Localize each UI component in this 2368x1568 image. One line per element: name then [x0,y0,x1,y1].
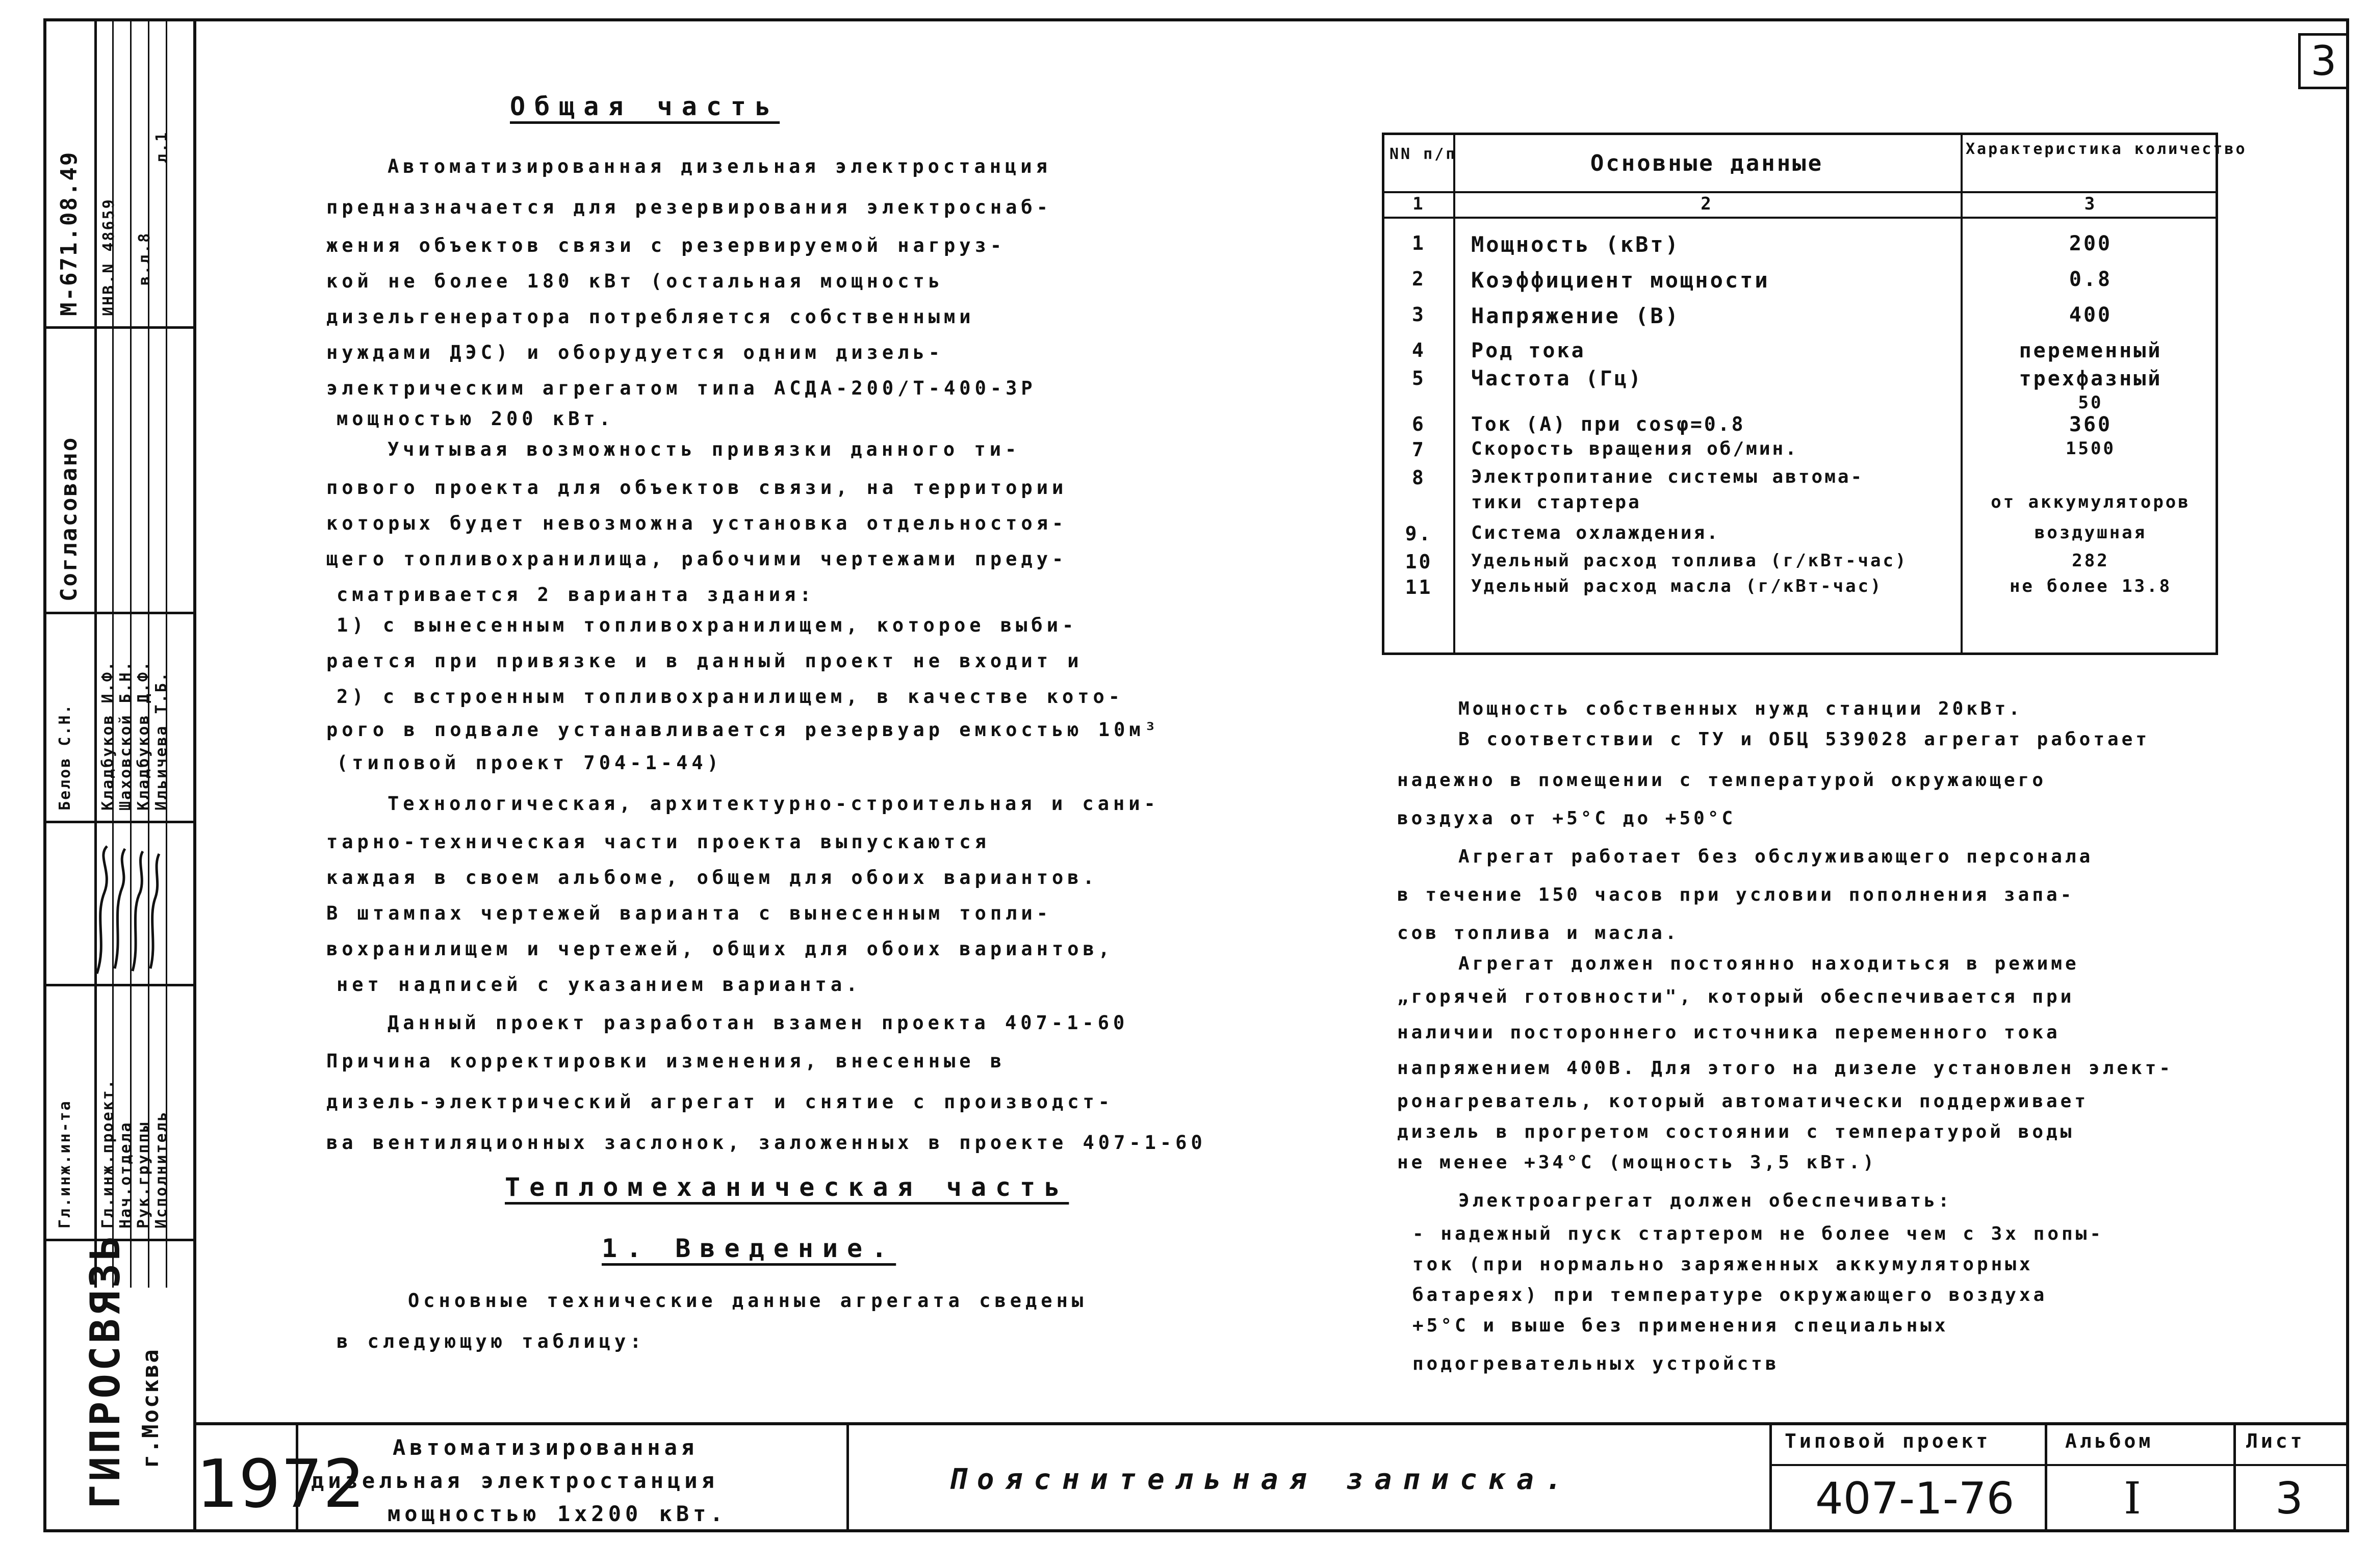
body-text-line: сматривается 2 варианта здания: [337,584,815,606]
table-cell: 2 [1412,268,1426,290]
body-text-line: 1) с вынесенным топливохранилищем, которое выби- [337,614,1078,636]
title-block-top-border [196,1422,2349,1425]
table-cell: Коэффициент мощности [1471,268,1770,293]
body-text-line: пового проекта для объектов связи, на территории [326,477,1068,499]
body-text-line: Учитывая возможность привязки данного ти- [388,438,1021,460]
table-index-cell: 3 [2084,194,2097,214]
table-cell: Частота (Гц) [1471,367,1643,390]
stamp-divider [43,326,196,329]
body-text-line: электрическим агрегатом типа АСДА-200/Т-400-3Р [326,377,1037,399]
title-block-divider [846,1422,849,1532]
stamp-divider [130,18,132,1288]
body-text-line: напряжением 400В. Для этого на дизеле установлен элект- [1397,1058,2174,1079]
stamp-role: Рук.группы [135,1121,152,1229]
table-cell: воздушная [2034,522,2147,543]
body-text-line: дизель в прогретом состоянии с температурой воды [1397,1121,2075,1142]
body-text-line: ва вентиляционных заслонок, заложенных в проекте 407-1-60 [326,1132,1206,1154]
stamp-divider [94,18,97,1288]
table-cell: Мощность (кВт) [1471,232,1681,257]
project-type-value: 407-1-76 [1815,1473,2015,1524]
stamp-divider [166,18,167,1288]
body-text-line: (типовой проект 704-1-44) [337,752,723,774]
stamp-code: М-671.08.49 [56,150,82,316]
body-text-line: вохранилищем и чертежей, общих для обоих вариантов, [326,938,1114,960]
stamp-divider [43,984,196,986]
body-text-line: подогревательных устройств [1412,1353,1780,1374]
intro-line: в следующую таблицу: [337,1330,646,1352]
intro-line: Основные технические данные агрегата сведены [408,1290,1088,1312]
body-text-line: в течение 150 часов при условии пополнения запа- [1397,884,2075,905]
title-block-divider [1769,1422,1772,1532]
table-cell: Электропитание системы автома- [1471,466,1864,487]
table-divider [1384,191,2216,193]
object-name-line: Автоматизированная [393,1435,699,1460]
body-text-line: +5°С и выше без применения специальных [1412,1315,1949,1336]
body-text-line: Агрегат должен постоянно находиться в режиме [1458,953,2079,974]
signatures [92,841,168,979]
body-text-line: нет надписей с указанием варианта. [337,974,862,996]
table-cell: 0.8 [2069,268,2113,291]
stamp-name: Кладбуков И.Ф. [99,660,117,811]
body-text-line: которых будет невозможна установка отдельностоя- [326,512,1068,534]
table-cell: Ток (А) при cosφ=0.8 [1471,413,1745,435]
stamp-sheet-ref: л.1 [153,130,171,163]
title-block-divider [1769,1464,2349,1466]
table-cell: 3 [1412,303,1426,326]
table-cell: 11 [1405,576,1433,598]
section-heading-intro: 1. Введение. [602,1234,896,1263]
section-heading-general: Общая часть [510,92,780,121]
body-text-line: дизельгенератора потребляется собственными [326,306,975,328]
body-text-line: рается при привязке и в данный проект не входит и [326,650,1083,672]
album-value: I [2124,1473,2141,1524]
album-label: Альбом [2065,1430,2154,1452]
body-text-line: ронагреватель, который автоматически поддерживает [1397,1091,2089,1112]
body-text-line: 2) с встроенным топливохранилищем, в качестве кото- [337,686,1124,708]
project-type-label: Типовой проект [1785,1430,1991,1452]
table-divider [1453,135,1455,652]
object-name-line: мощностью 1х200 кВт. [388,1501,727,1526]
table-cell: 282 [2072,551,2109,571]
spec-table [1382,133,2247,655]
table-cell: переменный [2019,339,2163,362]
table-cell: 9. [1405,522,1433,545]
object-name-line: дизельная электростанция [311,1468,718,1493]
body-text-line: щего топливохранилища, рабочими чертежами преду- [326,548,1068,570]
title-block-divider [2045,1422,2047,1532]
body-text-line: Причина корректировки изменения, внесенные в [326,1050,1006,1072]
body-text-line: Мощность собственных нужд станции 20кВт. [1458,698,2023,719]
table-header-cell: Основные данные [1590,150,1824,176]
stamp-name: Кладбуков Д.Ф. [135,660,152,811]
stamp-divider [43,612,196,614]
table-divider [1384,217,2216,219]
stamp-name: Ильичева Т.Б. [152,671,170,811]
table-index-cell: 2 [1701,194,1713,214]
table-cell: Система охлаждения. [1471,522,1720,543]
body-text-line: нуждами ДЭС) и оборудуется одним дизель- [326,342,944,363]
table-cell: 1500 [2066,438,2116,459]
sheet-label: Лист [2246,1430,2305,1452]
table-cell: 400 [2069,303,2113,327]
body-text-line: В соответствии с ТУ и ОБЦ 539028 агрегат работает [1458,729,2150,750]
body-text-line: - надежный пуск стартером не более чем с 3х попы- [1412,1223,2104,1244]
table-cell: 50 [2078,393,2103,413]
stamp-album-ref: в.л.8 [136,231,153,285]
sheet-value: 3 [2275,1473,2303,1524]
stamp-agreed: Согласовано [56,436,82,602]
title-block-divider [2233,1422,2236,1532]
stamp-role: Нач.отдела [117,1121,135,1229]
year: 1972 [196,1445,365,1523]
table-cell: тики стартера [1471,492,1641,513]
stamp-role: Гл.инж.проект. [99,1078,117,1229]
body-text-line: ток (при нормально заряженных аккумуляторных [1412,1254,2034,1275]
table-header-cell: Характеристика количество [1966,140,2247,158]
table-cell: 200 [2069,232,2113,255]
table-cell: 4 [1412,339,1426,361]
table-index-cell: 1 [1412,194,1425,214]
table-cell: Скорость вращения об/мин. [1471,438,1798,459]
body-text-line: наличии постороннего источника переменного тока [1397,1022,2061,1043]
table-cell: 360 [2069,413,2113,436]
body-text-line: тарно-техническая части проекта выпускаются [326,831,990,853]
body-text-line: Автоматизированная дизельная электростанция [388,155,1051,177]
stamp-organization: ГИПРОСВЯЗЬ [82,1233,129,1509]
stamp-divider [148,18,149,1288]
table-header-cell: NN п/п [1389,145,1457,163]
table-cell: 1 [1412,232,1426,254]
body-text-line: кой не более 180 кВт (остальная мощность [326,270,944,292]
stamp-city: г.Москва [138,1348,164,1468]
stamp-name: Белов С.Н. [56,703,74,811]
table-cell: 5 [1412,367,1426,389]
body-text-line: не менее +34°С (мощность 3,5 кВт.) [1397,1152,1877,1173]
body-text-line: жения объектов связи с резервируемой нагруз- [326,234,1006,256]
stamp-inventory: ИНВ.N 48659 [100,198,118,316]
table-cell: 10 [1405,551,1433,573]
body-text-line: Агрегат работает без обслуживающего персонала [1458,846,2094,867]
table-divider [1961,135,1963,652]
body-text-line: надежно в помещении с температурой окружающего [1397,770,2046,791]
body-text-line: дизель-электрический агрегат и снятие с производст- [326,1091,1114,1113]
body-text-line: сов топлива и масла. [1397,923,1680,944]
body-text-line: предназначается для резервирования электроснаб- [326,196,1052,218]
stamp-role: Гл.инж.ин-та [56,1100,74,1229]
table-cell: Род тока [1471,339,1586,362]
body-text-line: батареях) при температуре окружающего воздуха [1412,1285,2048,1305]
table-cell: Удельный расход масла (г/кВт-час) [1471,576,1883,596]
document-name: Пояснительная записка. [948,1463,1574,1496]
section-heading-heat: Тепломеханическая часть [505,1172,1069,1202]
table-cell: Напряжение (В) [1471,303,1681,328]
table-cell: 7 [1412,438,1426,461]
body-text-line: В штампах чертежей варианта с вынесенным топли- [326,902,1052,924]
table-cell: трехфазный [2019,367,2163,390]
body-text-line: воздуха от +5°С до +50°С [1397,808,1736,829]
body-text-line: Технологическая, архитектурно-строительная и сани- [388,793,1160,815]
table-cell: 8 [1412,466,1426,489]
stamp-role: Исполнитель [152,1110,170,1229]
table-cell: 6 [1412,413,1426,435]
body-text-line: Электроагрегат должен обеспечивать: [1458,1190,1952,1211]
sheet-corner-number: 3 [2298,33,2349,89]
body-text-line: „горячей готовности", который обеспечивается при [1397,986,2075,1007]
body-text-line: Данный проект разработан взамен проекта 407-1-60 [388,1012,1129,1034]
stamp-name: Шаховской Б.Н. [117,660,135,811]
table-cell: Удельный расход топлива (г/кВт-час) [1471,551,1908,571]
body-text-line: мощностью 200 кВт. [337,408,614,430]
table-cell: от аккумуляторов [1991,492,2191,512]
stamp-divider [43,821,196,823]
body-text-line: рого в подвале устанавливается резервуар емкостью 10м³ [326,719,1160,741]
body-text-line: каждая в своем альбоме, общем для обоих вариантов. [326,867,1098,888]
table-cell: не более 13.8 [2009,576,2172,596]
